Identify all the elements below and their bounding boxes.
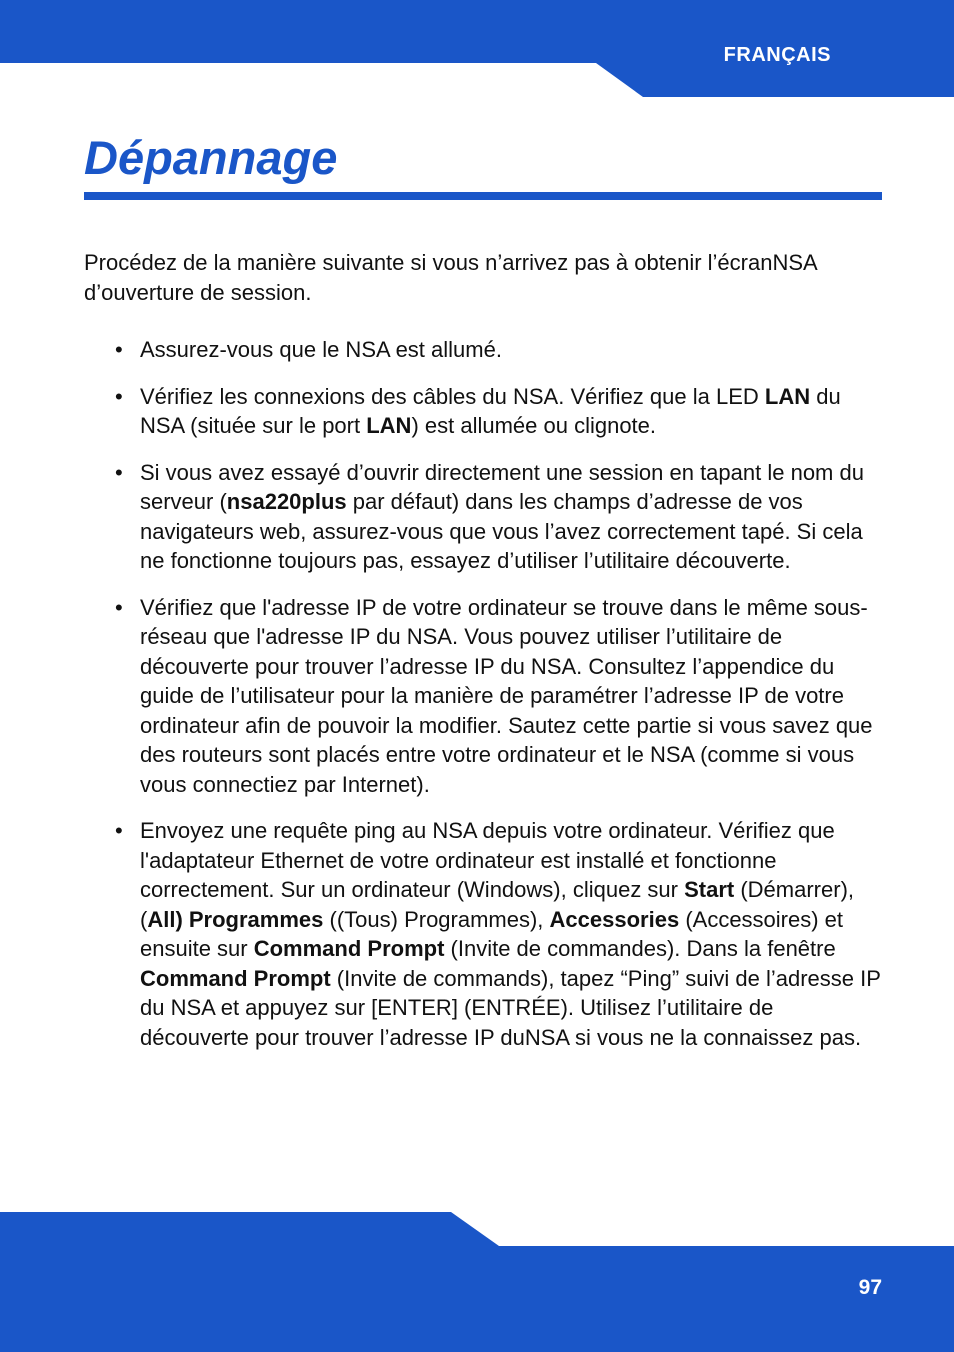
page-number: 97	[858, 1276, 882, 1299]
item-keyword: LAN	[764, 383, 811, 409]
title-rule	[84, 192, 882, 200]
bullet-icon: •	[115, 383, 123, 409]
item-text: Vérifiez que l'adresse IP de votre ordinateur se trouve dans le même sous-réseau que l'adresse IP du NSA. Vous pouvez utiliser l’utilitaire de découverte pour trouver l’adresse IP du NSA. Consultez l’appendice du guide de l’utilisateur pour la manière de paramétrer l’adresse IP de votre ordinateur afin de pouvoir la modifier. Sautez cette partie si vous savez que des routeurs sont placés entre votre ordinateur et le NSA (comme si vous vous connectiez par Internet).	[140, 594, 873, 797]
item-keyword: nsa220plus	[226, 489, 347, 514]
list-item	[84, 816, 884, 1052]
item-keyword: LAN	[366, 413, 412, 438]
item-keyword: Start	[684, 877, 735, 902]
troubleshooting-list	[84, 335, 884, 1052]
list-item	[84, 335, 884, 365]
item-text: du NSA (située sur le port	[140, 383, 841, 438]
list-item	[84, 458, 884, 576]
intro-paragraph: Procédez de la manière suivante si vous n’arrivez pas à obtenir l’écranNSA d’ouverture de session.	[84, 250, 817, 305]
list-item	[84, 593, 884, 800]
page-content	[84, 248, 884, 1069]
item-keyword: Command Prompt	[140, 965, 331, 991]
item-text: (Démarrer), (	[140, 877, 855, 932]
list-item	[84, 382, 884, 441]
item-text: (Invite de commands), tapez “Ping” suivi de l’adresse IP du NSA et appuyez sur [ENTER] (ENTRÉE). Utilisez l’utilitaire de découverte pour trouver l’adresse IP duNSA si vous ne la connaissez pas.	[140, 965, 881, 1050]
page-title: Dépannage	[84, 131, 338, 184]
item-keyword: Command Prompt	[253, 936, 445, 961]
bullet-icon: •	[115, 594, 123, 620]
item-text: Si vous avez essayé d’ouvrir directement une session en tapant le nom du serveur (	[140, 459, 864, 514]
item-keyword: All) Programmes	[147, 906, 324, 932]
bullet-icon: •	[115, 337, 123, 362]
item-text: ((Tous) Programmes),	[323, 906, 550, 932]
language-label: FRANÇAIS	[723, 44, 831, 66]
item-text: Vérifiez les connexions des câbles du NSA. Vérifiez que la LED	[140, 383, 765, 409]
item-keyword: Accessories	[549, 906, 680, 932]
item-text: par défaut) dans les champs d’adresse de vos navigateurs web, assurez-vous que vous l’avez correctement tapé. Si cela ne fonctionne toujours pas, essayez d’utiliser l’utilitaire découverte.	[140, 489, 863, 573]
item-text: (Accessoires) et ensuite sur	[140, 906, 844, 961]
item-text: ) est allumée ou clignote.	[411, 413, 657, 438]
item-text: (Invite de commandes). Dans la fenêtre	[444, 936, 836, 961]
item-text: Envoyez une requête ping au NSA depuis votre ordinateur. Vérifiez que l'adaptateur Ethernet de votre ordinateur est installé et fonctionne correctement. Sur un ordinateur (Windows), cliquez sur	[140, 818, 835, 902]
bullet-icon: •	[115, 459, 123, 485]
item-text: Assurez-vous que le NSA est allumé.	[140, 337, 502, 362]
footer-band	[0, 1208, 954, 1352]
bullet-icon: •	[115, 818, 123, 843]
